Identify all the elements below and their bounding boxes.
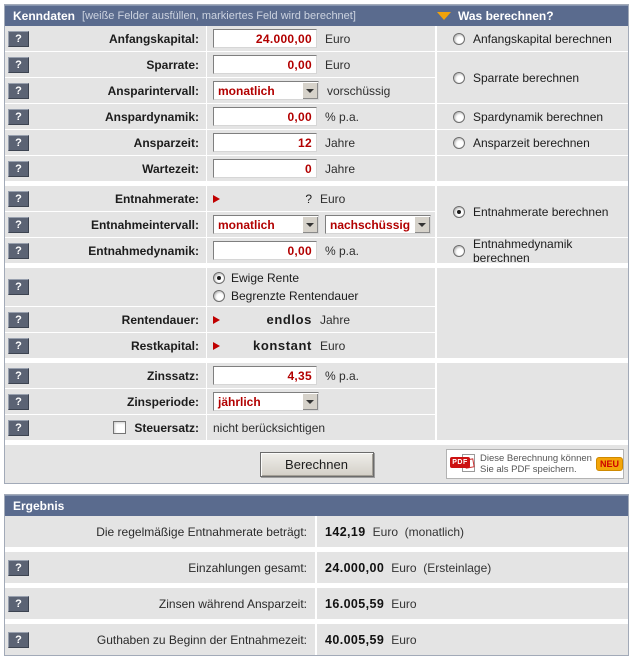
entnahme-faelligkeit-select[interactable]: nachschüssig (325, 215, 431, 234)
radio-icon[interactable] (453, 72, 465, 84)
ansparintervall-unit: vorschüssig (327, 83, 391, 98)
row-ansparintervall (5, 78, 435, 103)
row-rentenart (5, 268, 435, 306)
anspardynamik-unit: % p.a. (325, 109, 360, 124)
zinsperiode-label: Zinsperiode: (126, 394, 199, 409)
help-button[interactable]: ? (8, 338, 29, 354)
help-button[interactable]: ? (8, 217, 29, 233)
help-button[interactable]: ? (8, 83, 29, 99)
ansparzeit-label: Ansparzeit: (133, 135, 199, 150)
help-button[interactable]: ? (8, 312, 29, 328)
begrenzte-rentendauer-option[interactable]: Begrenzte Rentendauer (213, 289, 358, 303)
group-zins (5, 363, 435, 440)
wartezeit-input[interactable] (213, 159, 317, 178)
radio-icon[interactable] (213, 272, 225, 284)
submit-row (5, 445, 628, 483)
pdf-icon: PDF (450, 453, 477, 476)
help-button[interactable]: ? (8, 420, 29, 436)
kenndaten-title: Kenndaten (13, 9, 76, 23)
radio-icon[interactable] (453, 137, 465, 149)
restkapital-value: konstant (253, 338, 312, 353)
steuersatz-label: Steuersatz: (134, 420, 199, 435)
group-rente (5, 268, 435, 358)
row-wartezeit (5, 156, 435, 181)
radio-icon[interactable] (453, 206, 465, 218)
result-label: Einzahlungen gesamt: (188, 560, 307, 575)
ergebnis-body (5, 516, 628, 655)
help-button[interactable]: ? (8, 243, 29, 259)
result-value: 24.000,00 (325, 560, 385, 575)
result-value: 16.005,59 (325, 596, 385, 611)
radio-icon[interactable] (453, 111, 465, 123)
kenndaten-box (4, 4, 629, 484)
rentendauer-label: Rentendauer: (121, 312, 199, 327)
help-button[interactable]: ? (8, 31, 29, 47)
result-unit: Euro (391, 596, 417, 611)
result-unit: Euro (monatlich) (372, 524, 465, 539)
ansparzeit-unit: Jahre (325, 135, 356, 150)
row-anspardynamik (5, 104, 435, 129)
anspardynamik-label: Anspardynamik: (104, 109, 199, 124)
calc-option-spardynamik[interactable]: Spardynamik berechnen (437, 104, 628, 129)
row-steuersatz (5, 415, 435, 440)
dropdown-arrow-icon[interactable] (302, 393, 318, 410)
row-anfangskapital (5, 26, 435, 51)
result-row (5, 588, 628, 619)
result-value: 142,19 (325, 524, 366, 539)
sparrate-unit: Euro (325, 57, 351, 72)
ergebnis-title: Ergebnis (13, 499, 65, 513)
radio-icon[interactable] (453, 245, 465, 257)
wartezeit-label: Wartezeit: (142, 161, 199, 176)
calc-option-sparrate[interactable]: Sparrate berechnen (437, 52, 628, 103)
steuersatz-checkbox[interactable] (113, 421, 126, 434)
anfangskapital-label: Anfangskapital: (108, 31, 199, 46)
row-ansparzeit (5, 130, 435, 155)
help-button[interactable]: ? (8, 135, 29, 151)
entnahmeintervall-select[interactable]: monatlich (213, 215, 319, 234)
entnahmerate-unit: Euro (320, 191, 346, 206)
result-unit: Euro (391, 632, 417, 647)
rentendauer-unit: Jahre (320, 312, 351, 327)
ansparintervall-select[interactable]: monatlich (213, 81, 319, 100)
calc-option-entnahmedynamik[interactable]: Entnahmedynamik berechnen (437, 238, 628, 263)
entnahmeintervall-label: Entnahmeintervall: (90, 217, 199, 232)
entnahmedynamik-label: Entnahmedynamik: (88, 243, 199, 258)
result-unit: Euro (Ersteinlage) (391, 560, 492, 575)
result-row (5, 624, 628, 655)
help-button[interactable]: ? (8, 632, 29, 648)
row-entnahmerate (5, 186, 435, 211)
result-value: 40.005,59 (325, 632, 385, 647)
row-rentendauer (5, 307, 435, 332)
result-row (5, 516, 628, 547)
help-button[interactable]: ? (8, 596, 29, 612)
ansparzeit-input[interactable] (213, 133, 317, 152)
form-column (5, 26, 435, 440)
sparrate-label: Sparrate: (146, 57, 199, 72)
restkapital-label: Restkapital: (130, 338, 199, 353)
row-entnahmedynamik (5, 238, 435, 263)
was-berechnen-column (437, 26, 628, 440)
calc-option-entnahmerate[interactable]: Entnahmerate berechnen (437, 186, 628, 237)
zinsperiode-select[interactable]: jährlich (213, 392, 319, 411)
result-label: Die regelmäßige Entnahmerate beträgt: (96, 524, 307, 539)
row-restkapital (5, 333, 435, 358)
calc-option-anfangskapital[interactable]: Anfangskapital berechnen (437, 26, 628, 51)
ansparintervall-label: Ansparintervall: (107, 83, 199, 98)
help-button[interactable]: ? (8, 560, 29, 576)
kenndaten-subtitle: [weiße Felder ausfüllen, markiertes Feld wird berechnet] (82, 10, 356, 22)
calc-option-ansparzeit[interactable]: Ansparzeit berechnen (437, 130, 628, 155)
sparrate-input[interactable] (213, 55, 317, 74)
entnahmerate-value: ? (305, 191, 312, 206)
group-ansparen (5, 26, 435, 181)
marker-arrow-icon (213, 342, 220, 350)
result-row (5, 552, 628, 583)
help-button[interactable]: ? (8, 279, 29, 295)
was-berechnen-label: Was berechnen? (458, 9, 554, 23)
kenndaten-header (5, 5, 628, 26)
row-entnahmeintervall (5, 212, 435, 237)
empty-cell (437, 363, 628, 440)
dropdown-arrow-icon[interactable] (414, 216, 430, 233)
help-button[interactable]: ? (8, 394, 29, 410)
chevron-down-icon[interactable] (437, 12, 451, 20)
pdf-text: Diese Berechnung können Sie als PDF speichern. (480, 453, 592, 475)
anspardynamik-input[interactable] (213, 107, 317, 126)
restkapital-unit: Euro (320, 338, 346, 353)
marker-arrow-icon (213, 195, 220, 203)
row-zinssatz (5, 363, 435, 388)
help-button[interactable]: ? (8, 109, 29, 125)
ewige-rente-option[interactable]: Ewige Rente (213, 271, 358, 285)
dropdown-arrow-icon[interactable] (302, 82, 318, 99)
steuersatz-note: nicht berücksichtigen (213, 420, 326, 435)
help-button[interactable]: ? (8, 161, 29, 177)
neu-badge: NEU (596, 457, 623, 471)
pdf-save-link[interactable] (446, 449, 624, 479)
rentenart-radio-group (213, 271, 358, 303)
kenndaten-body (5, 26, 628, 483)
zinssatz-label: Zinssatz: (146, 368, 199, 383)
anfangskapital-unit: Euro (325, 31, 351, 46)
dropdown-arrow-icon[interactable] (302, 216, 318, 233)
wartezeit-unit: Jahre (325, 161, 356, 176)
result-label: Zinsen während Ansparzeit: (158, 596, 307, 611)
was-berechnen-header (437, 9, 628, 23)
row-sparrate (5, 52, 435, 77)
help-button[interactable]: ? (8, 368, 29, 384)
row-zinsperiode (5, 389, 435, 414)
entnahmedynamik-input[interactable] (213, 241, 317, 260)
radio-icon[interactable] (453, 33, 465, 45)
ergebnis-header (5, 495, 628, 516)
help-button[interactable]: ? (8, 191, 29, 207)
rentendauer-value: endlos (266, 312, 312, 327)
anfangskapital-input[interactable] (213, 29, 317, 48)
radio-icon[interactable] (213, 290, 225, 302)
result-label: Guthaben zu Beginn der Entnahmezeit: (96, 632, 307, 647)
form-columns (5, 26, 628, 440)
ergebnis-box (4, 494, 629, 656)
zinssatz-unit: % p.a. (325, 368, 360, 383)
empty-cell (437, 156, 628, 181)
entnahmerate-label: Entnahmerate: (114, 191, 199, 206)
berechnen-button[interactable]: Berechnen (260, 452, 374, 477)
zinssatz-input[interactable] (213, 366, 317, 385)
empty-cell (437, 268, 628, 358)
entnahmedynamik-unit: % p.a. (325, 243, 360, 258)
help-button[interactable]: ? (8, 57, 29, 73)
group-entnahme (5, 186, 435, 263)
marker-arrow-icon (213, 316, 220, 324)
